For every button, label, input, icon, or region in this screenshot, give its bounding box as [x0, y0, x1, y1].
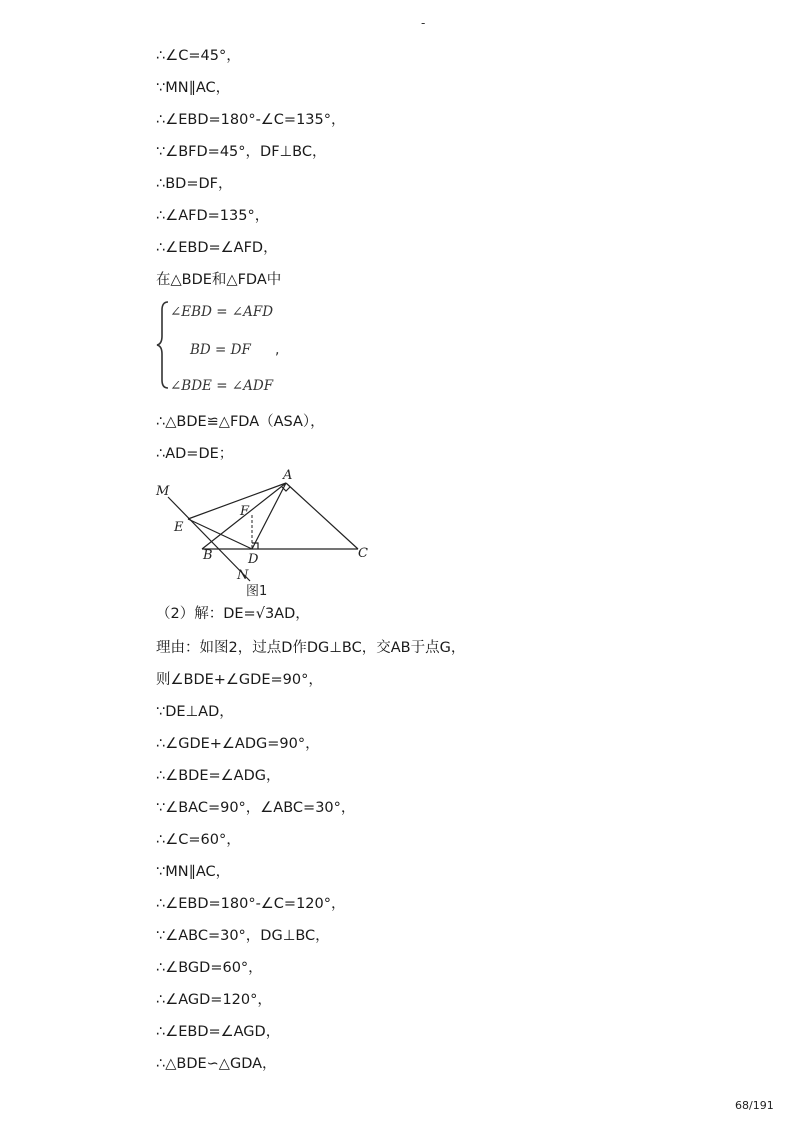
- proof-line: ∴△BDE∽△GDA，: [156, 1056, 277, 1072]
- system-row-2: BD = DF: [190, 342, 251, 358]
- proof-line: ∴AD=DE；: [156, 446, 234, 462]
- proof-line: ∵∠BAC=90°，∠ABC=30°，: [156, 800, 356, 816]
- figure-caption: 图1: [246, 584, 268, 599]
- geometry-figure-1: [152, 467, 382, 599]
- label-c: C: [358, 546, 368, 561]
- page-number: 68/191: [735, 1099, 774, 1112]
- proof-line: ∴∠EBD=180°-∠C=135°，: [156, 112, 346, 128]
- proof-line: ∴∠BGD=60°，: [156, 960, 263, 976]
- proof-line: 在△BDE和△FDA中: [156, 272, 282, 288]
- proof-line: 则∠BDE+∠GDE=90°，: [156, 672, 323, 688]
- label-m: M: [156, 484, 170, 499]
- system-row-3: ∠BDE = ∠ADF: [170, 378, 274, 394]
- proof-line: ∵MN∥AC，: [156, 864, 231, 880]
- label-a: A: [283, 468, 293, 483]
- segment-ad: [252, 483, 286, 549]
- label-d: D: [248, 552, 259, 567]
- proof-line: ∴∠EBD=∠AFD，: [156, 240, 278, 256]
- segment-ea: [188, 483, 286, 519]
- label-f: F: [240, 504, 250, 519]
- proof-line: ∴BD=DF，: [156, 176, 233, 192]
- proof-line: ∴∠GDE+∠ADG=90°，: [156, 736, 320, 752]
- proof-line: ∵∠BFD=45°，DF⊥BC，: [156, 144, 327, 160]
- proof-line: ∴△BDE≌△FDA（ASA），: [156, 414, 325, 430]
- label-n: N: [237, 568, 249, 583]
- proof-line: ∴∠C=45°，: [156, 48, 241, 64]
- proof-line: （2）解：DE=√3AD，: [156, 606, 310, 622]
- proof-line: ∴∠EBD=180°-∠C=120°，: [156, 896, 346, 912]
- segment-ed: [188, 519, 252, 549]
- right-angle-a-icon: [282, 487, 290, 491]
- segment-ac: [286, 483, 358, 549]
- proof-line: ∴∠BDE=∠ADG，: [156, 768, 281, 784]
- proof-line: ∵∠ABC=30°，DG⊥BC，: [156, 928, 330, 944]
- proof-line: ∴∠AGD=120°，: [156, 992, 272, 1008]
- label-e: E: [174, 520, 184, 535]
- proof-line: ∴∠EBD=∠AGD，: [156, 1024, 281, 1040]
- proof-line: 理由：如图2，过点D作DG⊥BC，交AB于点G，: [156, 640, 466, 656]
- equation-system: [156, 300, 316, 400]
- proof-line: ∵DE⊥AD，: [156, 704, 234, 720]
- proof-line: ∴∠AFD=135°，: [156, 208, 270, 224]
- proof-line: ∵MN∥AC，: [156, 80, 231, 96]
- label-b: B: [203, 548, 213, 563]
- proof-line: ∴∠C=60°，: [156, 832, 241, 848]
- system-row-1: ∠EBD = ∠AFD: [170, 304, 274, 320]
- system-comma: ,: [275, 342, 280, 358]
- header-mark: -: [421, 16, 426, 30]
